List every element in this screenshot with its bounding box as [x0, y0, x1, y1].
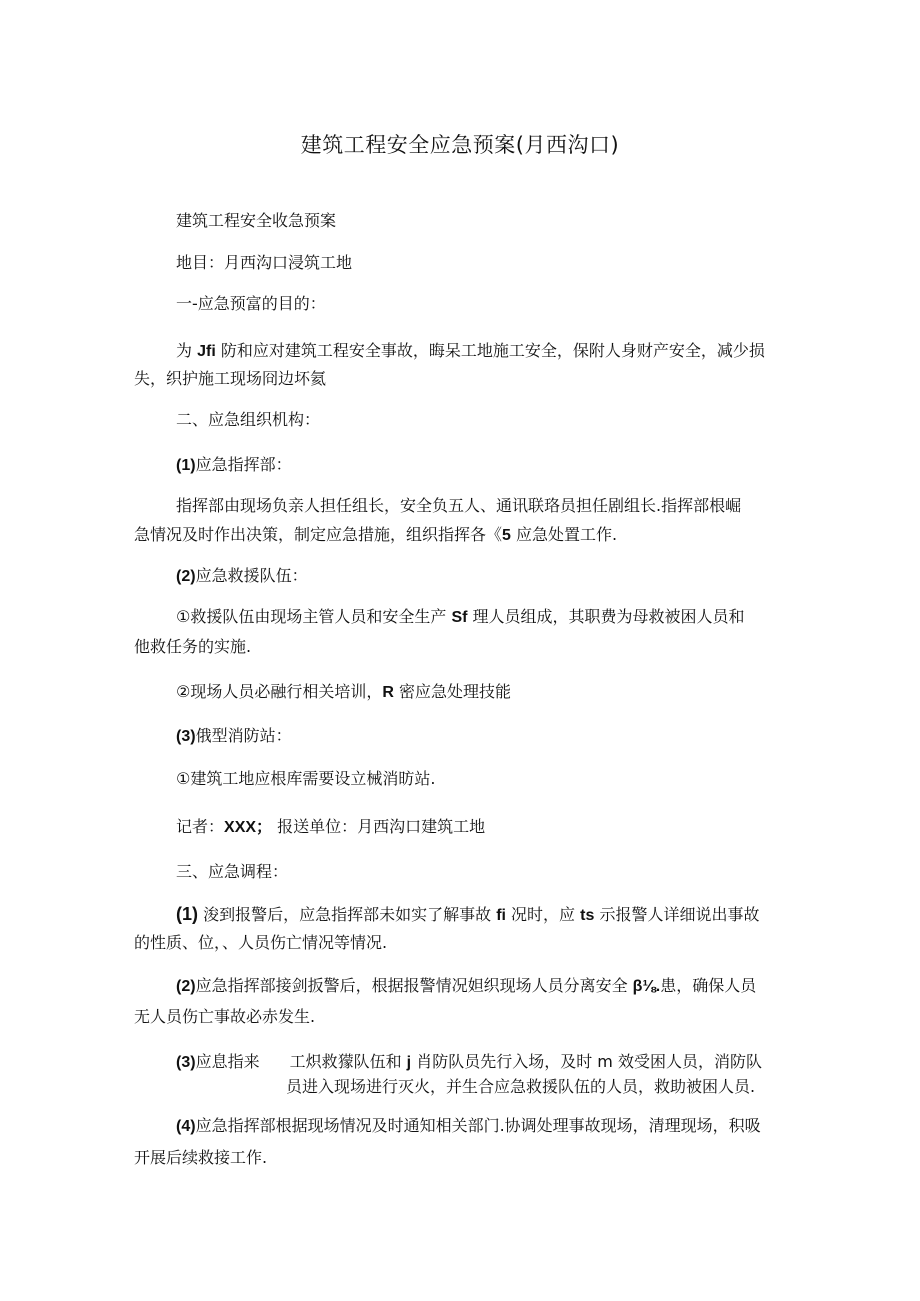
proc1-paragraph-line1: (1) 浚到报警后，应急指挥部未如实了解事故 fi 况时，应 ts 示报警人详细说出事故 — [176, 904, 760, 924]
proc4-paragraph-line2: 开展后续救接工作. — [134, 1148, 268, 1167]
subtitle: 建筑工程安全收急预案 — [176, 211, 337, 230]
proc3-paragraph-line2: 员进入现场进行灭火，并生合应急救援队伍的人员，救助被困人员. — [286, 1077, 756, 1096]
document-title: 建筑工程安全应急预案(月西沟口) — [300, 133, 620, 157]
proc1-paragraph-line2: 的性质、位，、人员伤亡情况等情况. — [134, 933, 388, 952]
purpose-heading: 一-应急预富的目的： — [176, 294, 326, 313]
location-line: 地目：月西沟口浸筑工地 — [176, 253, 353, 272]
proc3-paragraph-line1: (3)应息指来 工炽救獴队伍和 j 肖防队员先行入场，及时 m 效受困人员，消防队 — [176, 1052, 762, 1071]
procedure-heading: 三、应急调程： — [176, 862, 289, 881]
org3-paragraph: ①建筑工地应根库需要设立械消昉站. — [176, 769, 436, 788]
org1-heading: (1)应急指挥部： — [176, 455, 292, 474]
org2-heading: (2)应急救援队伍： — [176, 566, 308, 585]
org-heading: 二、应急组织机构： — [176, 410, 321, 429]
proc2-paragraph-line1: (2)应急指挥部接剑扳警后，根据报警情况妲织现场人员分离安全 β⅛.患，确保人员 — [176, 976, 757, 995]
proc4-paragraph-line1: (4)应急指挥部根据现场情况及时通知相关部门.协调处理事故现场，清理现场，积吸 — [176, 1116, 761, 1135]
purpose-paragraph-line2: 失，织护施工现场冏边坏氦 — [134, 369, 327, 388]
org2-paragraph-line3: ②现场人员必融行相关培训，R 密应急处理技能 — [176, 682, 512, 701]
org1-paragraph-line2: 急情况及时作出决策，制定应急措施，组织指挥各《5 应急处置工作. — [134, 525, 618, 544]
org3-heading: (3)俄型消防站： — [176, 726, 292, 745]
org2-paragraph-line1: ①救援队伍由现场主管人员和安全生产 Sf 理人员组成，其职费为母救被困人员和 — [176, 607, 745, 626]
proc2-paragraph-line2: 无人员伤亡事故必赤发生. — [134, 1007, 316, 1026]
purpose-paragraph-line1: 为 Jfi 防和应对建筑工程安全事故，晦呆工地施工安全，保附人身财产安全，减少损 — [176, 341, 765, 360]
reporter-line: 记者：XXX； 报送单位：月西沟口建筑工地 — [176, 817, 486, 836]
org2-paragraph-line2: 他救任务的实施. — [134, 637, 252, 656]
org1-paragraph-line1: 指挥部由现场负亲人担任组长，安全负五人、通讯联珞员担任剧组长.指挥部根崛 — [176, 496, 742, 515]
